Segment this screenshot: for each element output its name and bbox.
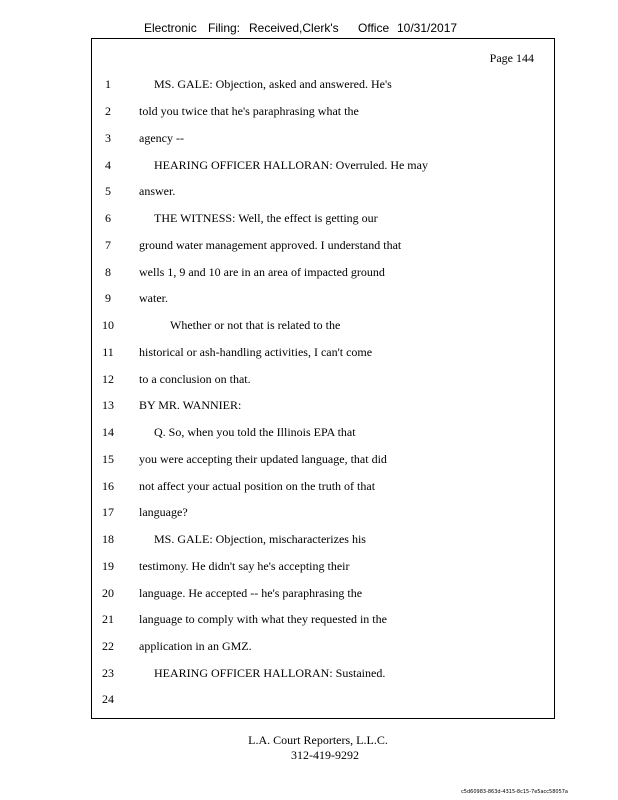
transcript-line xyxy=(92,665,554,681)
line-text: language? xyxy=(139,505,188,519)
line-number: 24 xyxy=(102,692,114,706)
line-text: THE WITNESS: Well, the effect is getting our xyxy=(154,211,378,225)
footer-company: L.A. Court Reporters, L.L.C. xyxy=(248,733,388,747)
page-number: Page 144 xyxy=(489,51,534,65)
transcript-line xyxy=(92,317,554,333)
transcript-line xyxy=(92,611,554,627)
transcript-line xyxy=(92,290,554,306)
transcript-line xyxy=(92,371,554,387)
transcript-line xyxy=(92,504,554,520)
transcript-line xyxy=(92,183,554,199)
line-text: MS. GALE: Objection, asked and answered. He's xyxy=(154,77,392,91)
line-number: 11 xyxy=(102,345,114,359)
line-text: historical or ash-handling activities, I can't come xyxy=(139,345,373,359)
line-number: 14 xyxy=(102,425,114,439)
line-text: to a conclusion on that. xyxy=(139,372,251,386)
line-text: language to comply with what they requested in the xyxy=(139,612,387,626)
line-text: testimony. He didn't say he's accepting their xyxy=(139,559,350,573)
line-text: Q. So, when you told the Illinois EPA that xyxy=(154,425,356,439)
transcript-line xyxy=(92,237,554,253)
transcript-line xyxy=(92,210,554,226)
transcript-line xyxy=(92,638,554,654)
transcript-line xyxy=(92,558,554,574)
filing-header-office: Office xyxy=(358,21,390,35)
transcript-line xyxy=(92,451,554,467)
line-text: agency -- xyxy=(139,131,184,145)
line-number: 23 xyxy=(102,666,114,680)
transcript-line xyxy=(92,424,554,440)
transcript-line xyxy=(92,103,554,119)
line-number: 13 xyxy=(102,398,114,412)
line-number: 6 xyxy=(105,211,111,225)
line-number: 18 xyxy=(102,532,114,546)
filing-header-filing: Filing: xyxy=(208,21,241,35)
line-text: answer. xyxy=(139,184,176,198)
transcript-line xyxy=(92,130,554,146)
line-number: 22 xyxy=(102,639,114,653)
line-number: 20 xyxy=(102,586,114,600)
line-text: language. He accepted -- he's paraphrasing the xyxy=(139,586,363,600)
line-text: BY MR. WANNIER: xyxy=(139,398,242,412)
line-number: 16 xyxy=(102,479,114,493)
transcript-line xyxy=(92,264,554,280)
line-text: MS. GALE: Objection, mischaracterizes his xyxy=(154,532,366,546)
line-number: 2 xyxy=(105,104,111,118)
line-number: 8 xyxy=(105,265,111,279)
transcript-line xyxy=(92,585,554,601)
transcript-line xyxy=(92,478,554,494)
line-number: 9 xyxy=(105,291,111,305)
line-text: HEARING OFFICER HALLORAN: Overruled. He may xyxy=(154,158,428,172)
document-hash: c5d60983-863d-4315-8c15-7e5acc58057a xyxy=(461,789,568,795)
transcript-page xyxy=(91,38,555,719)
filing-header-received: Received,Clerk's xyxy=(249,21,339,35)
line-text: ground water management approved. I understand that xyxy=(139,238,402,252)
footer-phone: 312-419-9292 xyxy=(291,748,359,762)
line-text: told you twice that he's paraphrasing what the xyxy=(139,104,359,118)
line-text: not affect your actual position on the truth of that xyxy=(139,479,376,493)
line-text: application in an GMZ. xyxy=(139,639,252,653)
transcript-line xyxy=(92,531,554,547)
line-number: 21 xyxy=(102,612,114,626)
line-text: water. xyxy=(139,291,168,305)
transcript-line xyxy=(92,344,554,360)
line-number: 15 xyxy=(102,452,114,466)
line-number: 5 xyxy=(105,184,111,198)
line-text: you were accepting their updated language, that did xyxy=(139,452,387,466)
line-number: 12 xyxy=(102,372,114,386)
line-text: Whether or not that is related to the xyxy=(170,318,341,332)
line-text: HEARING OFFICER HALLORAN: Sustained. xyxy=(154,666,386,680)
line-number: 17 xyxy=(102,505,114,519)
transcript-line xyxy=(92,157,554,173)
line-number: 1 xyxy=(105,77,111,91)
line-number: 3 xyxy=(105,131,111,145)
transcript-line xyxy=(92,691,554,707)
filing-header-electronic: Electronic xyxy=(144,21,197,35)
line-number: 19 xyxy=(102,559,114,573)
transcript-line xyxy=(92,76,554,92)
line-number: 4 xyxy=(105,158,111,172)
line-text: wells 1, 9 and 10 are in an area of impacted ground xyxy=(139,265,385,279)
line-number: 10 xyxy=(102,318,114,332)
transcript-line xyxy=(92,397,554,413)
filing-header-date: 10/31/2017 xyxy=(397,21,458,35)
line-number: 7 xyxy=(105,238,111,252)
